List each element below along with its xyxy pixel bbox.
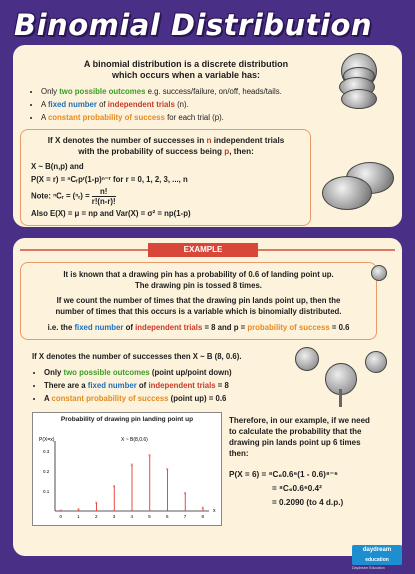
chart-point: ×	[183, 490, 187, 497]
distribution-notation: X ~ B(n,p) and	[31, 162, 84, 171]
x-tick-label: 8	[201, 514, 205, 519]
example-banner: EXAMPLE	[148, 243, 258, 257]
chart-point: ×	[201, 505, 205, 512]
y-tick-label: 0.3	[43, 449, 50, 454]
followup-line: If X denotes the number of successes then X ~ B (8, 0.6).	[32, 352, 242, 361]
chart-point: ×	[147, 453, 151, 460]
drawing-pin-icon	[368, 262, 390, 284]
x-tick-label: 3	[112, 514, 116, 519]
x-tick-label: 1	[77, 514, 80, 519]
calc-text: Therefore, in our example, if we need	[229, 416, 370, 425]
list-item: • Only two possible outcomes e.g. success/failure, on/off, heads/tails.	[41, 85, 321, 98]
publisher-logo	[352, 545, 402, 565]
series-label: X ~ B(8,0.6)	[121, 437, 148, 443]
probability-chart	[32, 412, 222, 526]
list-item: • There are a fixed number of independent trials = 8	[44, 379, 284, 392]
definition-line-1: If X denotes the number of successes in n independent trials	[47, 136, 285, 145]
coins-icon	[318, 162, 398, 212]
coin-stack-icon	[335, 53, 381, 113]
definition-box	[20, 129, 311, 226]
chart-point: ×	[112, 484, 116, 491]
example-box	[20, 262, 377, 340]
example-text: If we count the number of times that the drawing pin lands point up, then the	[56, 296, 341, 305]
calc-equation-1: P(X = 6) = ⁸C₆0.6⁶(1 - 0.6)⁸⁻⁶	[229, 470, 338, 479]
intro-line-2: which occurs when a variable has:	[111, 70, 261, 80]
chart-point: ×	[130, 462, 134, 469]
calc-text: drawing pin lands point up 6 times	[229, 438, 361, 447]
definition-line-2: with the probability of success being p, then:	[78, 147, 254, 156]
followup-bullet-list	[32, 366, 284, 405]
x-tick-label: 2	[95, 514, 98, 519]
poster-title: Binomial Distribution	[14, 8, 373, 42]
example-text: number of times that this occurs is a variable which is binomially distributed.	[55, 307, 342, 316]
y-axis-label: P(X=x)	[39, 437, 55, 443]
x-tick-label: 0	[59, 514, 63, 519]
x-tick-label: 6	[166, 514, 169, 519]
x-tick-label: 7	[183, 514, 187, 519]
logo-text: daydream	[362, 547, 392, 553]
list-item: • A constant probability of success (point up) = 0.6	[44, 392, 284, 405]
intro-bullet-list	[29, 85, 321, 124]
chart-plot	[33, 413, 221, 525]
list-item: • A constant probability of success for each trial (p).	[41, 111, 321, 124]
drawing-pins-icon	[285, 345, 395, 410]
y-tick-label: 0.1	[43, 489, 50, 494]
chart-point: ×	[94, 500, 98, 507]
x-axis-label: x	[213, 508, 216, 514]
example-summary: i.e. the fixed number of independent trials = 8 and p = probability of success = 0.6	[47, 323, 350, 332]
chart-point: ×	[59, 508, 63, 515]
example-text: It is known that a drawing pin has a probability of 0.6 of landing point up.	[63, 270, 334, 279]
combination-note: Note: ⁿCᵣ = (ⁿᵣ) = $\frac{n!}{r!(n-r)!}$	[31, 187, 116, 206]
list-item: • Only two possible outcomes (point up/point down)	[44, 366, 284, 379]
pmf-formula: P(X = r) = ⁿCᵣpʳ(1-p)ⁿ⁻ʳ for r = 0, 1, 2, 3, ..., n	[31, 175, 188, 184]
y-tick-label: 0.2	[43, 469, 50, 474]
logo-subtext: education	[365, 557, 389, 563]
calc-equation-3: = 0.2090 (to 4 d.p.)	[272, 498, 344, 507]
calc-equation-2: = ⁸C₆0.6⁶0.4²	[272, 484, 322, 493]
calc-text: then:	[229, 449, 249, 458]
footer-text: Daydream Education	[352, 566, 385, 570]
example-text: The drawing pin is tossed 8 times.	[135, 281, 262, 290]
calc-text: to calculate the probability that the	[229, 427, 362, 436]
intro-line-1: A binomial distribution is a discrete distribution	[83, 59, 289, 69]
chart-title: Probability of drawing pin landing point up	[60, 416, 194, 423]
x-tick-label: 4	[130, 514, 134, 519]
chart-point: ×	[165, 467, 169, 473]
list-item: • A fixed number of independent trials (n).	[41, 98, 321, 111]
chart-point: ×	[76, 507, 80, 514]
x-tick-label: 5	[148, 514, 151, 519]
expectation-variance: Also E(X) = μ = np and Var(X) = σ² = np(1-p)	[31, 209, 191, 218]
